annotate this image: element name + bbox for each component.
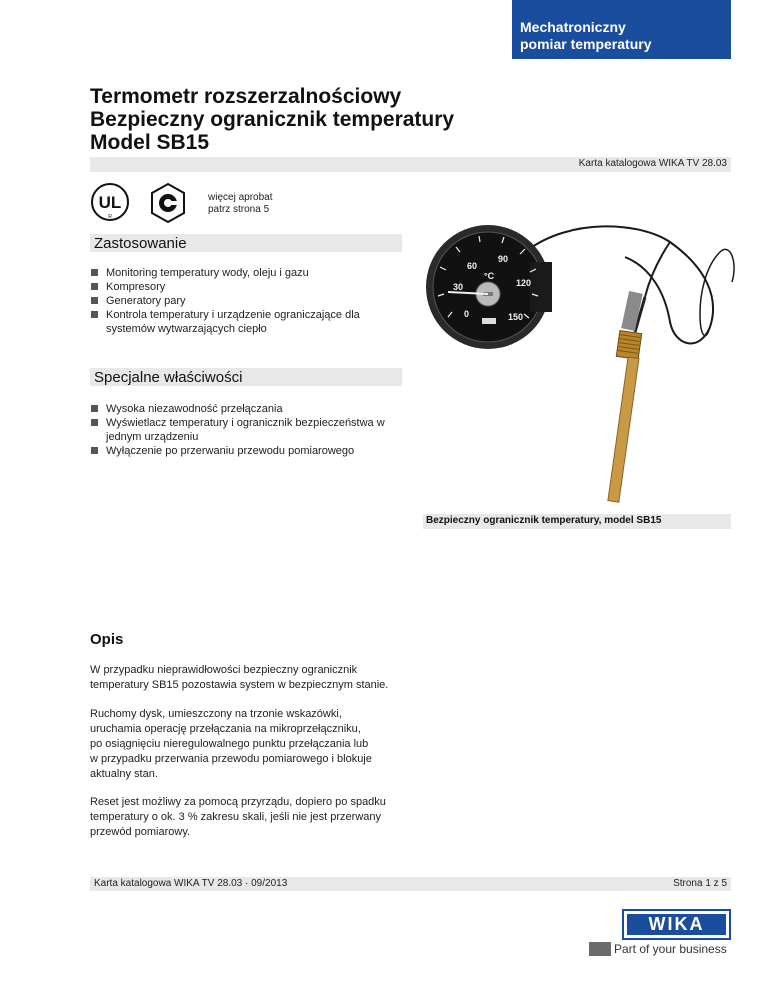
section-heading-zastosowanie — [90, 234, 402, 252]
section-heading-text: Specjalne właściwości — [94, 369, 243, 386]
opis-paragraph-3 — [90, 795, 420, 840]
ul-logo-icon — [92, 184, 128, 220]
dial-unit: °C — [484, 271, 495, 281]
footer-catalog-ref: Karta katalogowa WIKA TV 28.03 · 09/2013 — [94, 878, 288, 889]
title-line-3: Model SB15 — [90, 131, 210, 154]
image-caption: Bezpieczny ogranicznik temperatury, model SB15 — [426, 515, 662, 526]
dial-label: 150 — [508, 312, 524, 322]
text-line: aktualny stan. — [90, 768, 158, 780]
list-item: Kontrola temperatury i urządzenie ograniczające dla — [90, 308, 360, 322]
brand-tagline: Part of your business — [614, 942, 727, 956]
list-item: Monitoring temperatury wody, oleju i gazu — [90, 266, 360, 280]
category-line-1: Mechatroniczny — [520, 19, 626, 35]
catalog-ref-bar — [90, 157, 731, 172]
zastosowanie-list — [90, 266, 360, 336]
probe-rod — [608, 357, 639, 502]
text-line: Reset jest możliwy za pomocą przyrządu, dopiero po spadku — [90, 796, 386, 808]
list-item: Kompresory — [90, 280, 360, 294]
text-line: temperatury o ok. 3 % zakresu skali, jeśli nie jest przerwany — [90, 811, 382, 823]
dial-label: 90 — [498, 254, 509, 264]
text-line: po osiągnięciu nieregulowalnego punktu przełączania lub — [90, 738, 369, 750]
capillary-cable — [525, 226, 713, 343]
gost-logo-icon — [152, 184, 184, 222]
list-item-continuation: jednym urządzeniu — [106, 431, 199, 443]
text-line: przewód pomiarowy. — [90, 826, 191, 838]
text-line: Ruchomy dysk, umieszczony na trzonie wskazówki, — [90, 708, 342, 720]
list-item: Generatory pary — [90, 294, 360, 308]
wlasciwosci-list — [90, 402, 385, 458]
page-title — [90, 85, 650, 154]
text-line: temperatury SB15 pozostawia system w bezpiecznym stanie. — [90, 679, 389, 691]
list-item: Wyświetlacz temperatury i ogranicznik bezpieczeństwa w — [90, 416, 385, 430]
catalog-ref: Karta katalogowa WIKA TV 28.03 — [578, 158, 727, 169]
category-box — [512, 0, 731, 59]
tagline-square-icon — [589, 942, 611, 956]
list-item: Wysoka niezawodność przełączania — [90, 402, 385, 416]
section-heading-opis: Opis — [90, 631, 124, 648]
approvals-note — [208, 192, 272, 216]
approvals-note-line-2: patrz strona 5 — [208, 204, 270, 215]
text-line: w przypadku przerwania przewodu pomiarowego i blokuje — [90, 753, 372, 765]
page-number: Strona 1 z 5 — [673, 878, 727, 889]
approval-logos — [90, 182, 190, 224]
approvals-note-line-1: więcej aprobat — [208, 192, 273, 203]
title-line-2: Bezpieczny ogranicznik temperatury — [90, 108, 455, 131]
list-item: Wyłączenie po przerwaniu przewodu pomiarowego — [90, 444, 385, 458]
ul-logo-mark: R — [108, 214, 112, 220]
ul-logo-text: UL — [98, 193, 122, 212]
section-heading-text: Zastosowanie — [94, 235, 187, 252]
dial-label: 120 — [516, 278, 532, 288]
list-item-continuation: systemów wytwarzających ciepło — [106, 323, 267, 335]
section-heading-wlasciwosci — [90, 368, 402, 386]
dial-label: 30 — [453, 282, 464, 292]
product-image — [420, 222, 740, 512]
text-line: uruchamia operację przełączania na mikroprzełączniku, — [90, 723, 361, 735]
dial-label: 60 — [467, 261, 478, 271]
wika-logo-text: WIKA — [627, 914, 726, 935]
category-line-2: pomiar temperatury — [520, 36, 652, 52]
dial-label: 0 — [464, 309, 470, 319]
opis-paragraph-2 — [90, 707, 420, 782]
image-caption-bar — [423, 514, 731, 529]
wika-logo — [622, 909, 731, 940]
opis-paragraph-1 — [90, 663, 420, 693]
footer-bar — [90, 877, 731, 891]
title-line-1: Termometr rozszerzalnościowy — [90, 85, 402, 108]
text-line: W przypadku nieprawidłowości bezpieczny ogranicznik — [90, 664, 358, 676]
